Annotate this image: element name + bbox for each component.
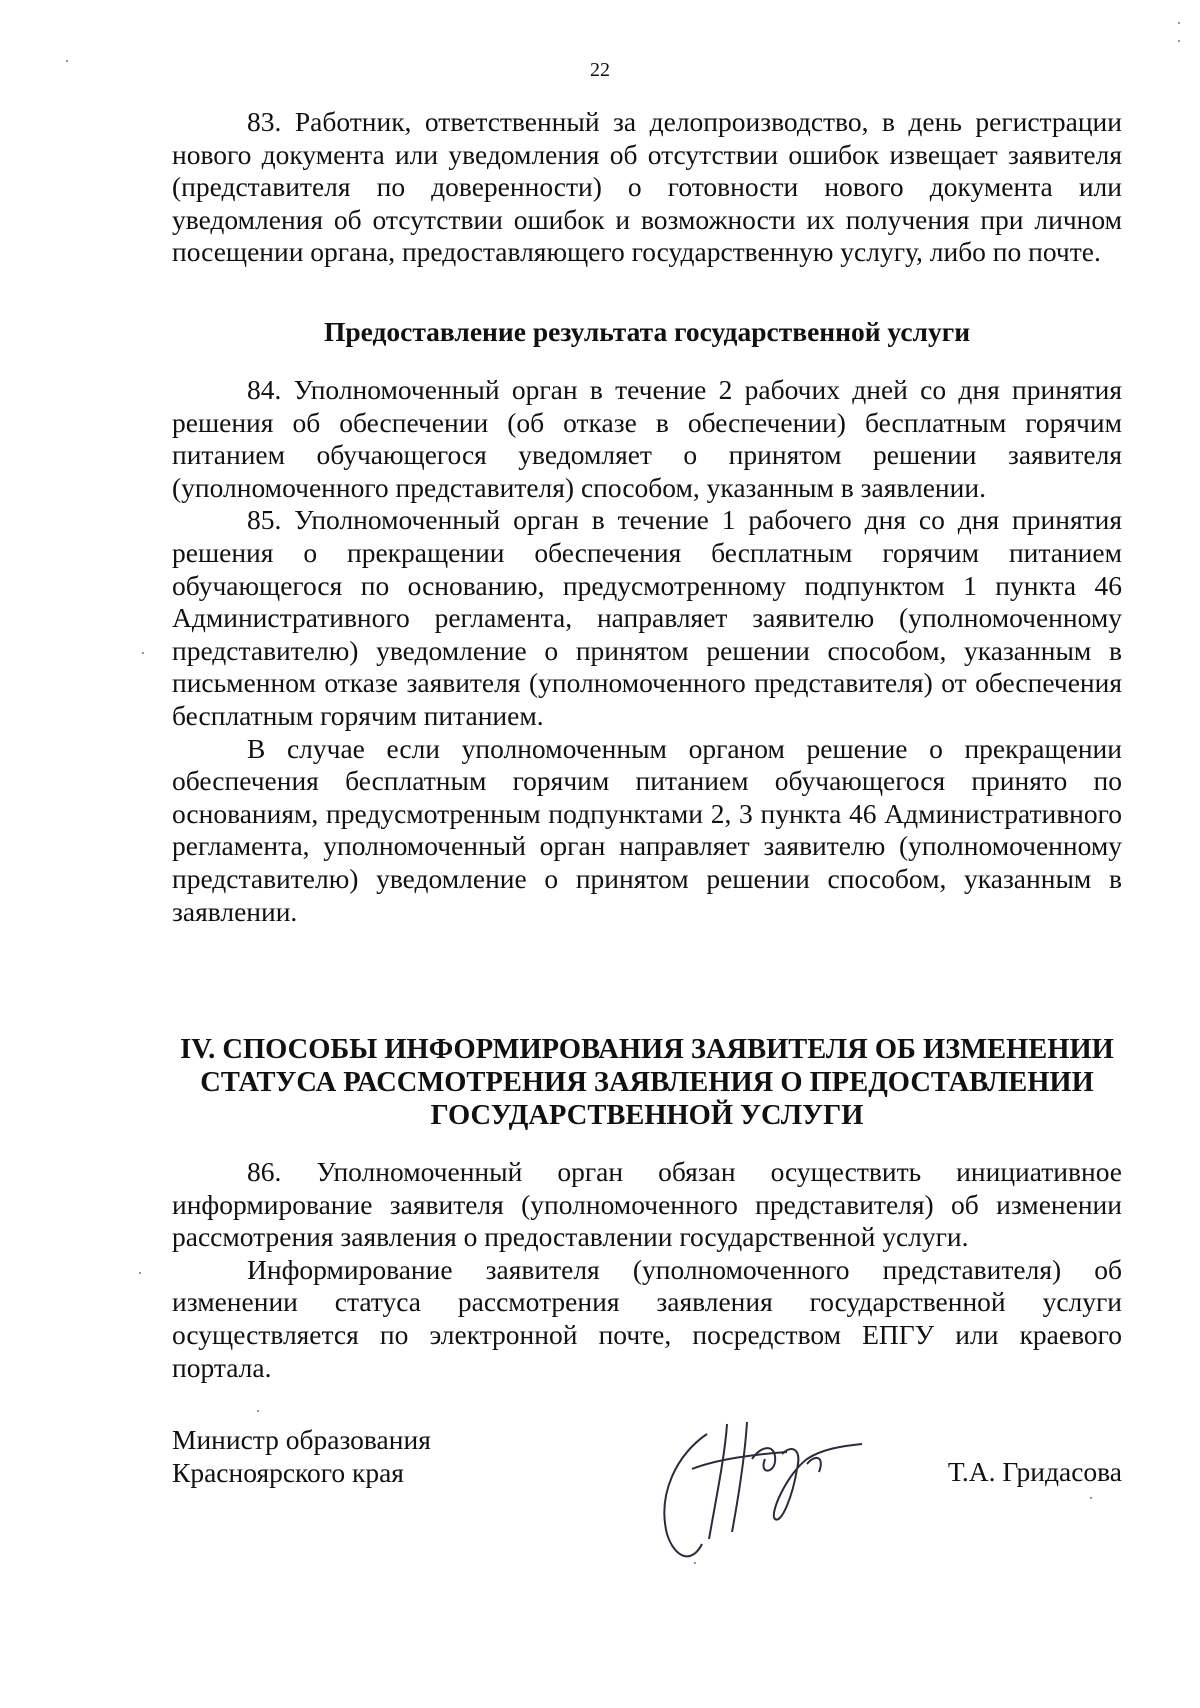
scan-artifact — [66, 60, 68, 62]
scan-artifact — [139, 1272, 141, 1274]
section-iv-title-line2: СТАТУСА РАССМОТРЕНИЯ ЗАЯВЛЕНИЯ О ПРЕДОСТАВЛЕНИИ — [200, 1067, 1094, 1098]
paragraph-86-info: Информирование заявителя (уполномоченного представителя) об изменении статуса рассмотрения заявления государственной услуги осуществляется по электронной почте, посредством ЕПГУ или краевого портала. — [172, 1253, 1122, 1383]
paragraph-86: 86. Уполномоченный орган обязан осуществить инициативное информирование заявителя (уполномоченного представителя) об изменении рассмотрения заявления о предоставлении государственной услуги. — [172, 1156, 1122, 1253]
paragraph-84: 84. Уполномоченный орган в течение 2 рабочих дней со дня принятия решения об обеспечении (об отказе в обеспечении) бесплатным горячим питанием обучающегося уведомляет о принятом решении заявителя (уполномоченного представителя) способом, указанным в заявлении. — [172, 374, 1122, 503]
scan-artifact — [694, 1562, 696, 1564]
scan-artifact — [142, 652, 144, 654]
scan-artifact — [1178, 22, 1180, 24]
signatory-position-line2: Красноярского края — [172, 1456, 404, 1488]
paragraph-85-case: В случае если уполномоченным органом решение о прекращении обеспечения бесплатным горячим питанием обучающегося принято по основаниям, предусмотренным подпунктами 2, 3 пункта 46 Административного регламента, уполномоченный орган направляет заявителю (уполномоченному представителю) уведомление о принятом решении способом, указанным в заявлении. — [172, 732, 1122, 927]
result-section — [172, 316, 1122, 349]
paragraph-83-block — [172, 106, 1122, 269]
section-iv-title-line3: ГОСУДАРСТВЕННОЙ УСЛУГИ — [430, 1100, 864, 1131]
signatory-position-line1: Министр образования — [172, 1424, 431, 1455]
page-number: 22 — [590, 59, 610, 81]
scan-artifact — [1090, 1497, 1092, 1499]
signatory-name: Т.А. Гридасова — [947, 1456, 1122, 1487]
scan-artifact — [257, 1410, 259, 1412]
paragraph-83: 83. Работник, ответственный за делопроизводство, в день регистрации нового документа или уведомления об отсутствии ошибок извещает заявителя (представителя по доверенности) о готовности нового документа или уведомления об отсутствии ошибок и возможности их получения при личном посещении органа, предоставляющего государственную услугу, либо по почте. — [172, 106, 1122, 268]
result-section-body — [172, 374, 1122, 928]
signature-block — [172, 1424, 1122, 1554]
section-iv-title-line1: IV. СПОСОБЫ ИНФОРМИРОВАНИЯ ЗАЯВИТЕЛЯ ОБ ИЗМЕНЕНИИ — [180, 1034, 1114, 1065]
scan-artifact — [1178, 40, 1180, 42]
handwritten-signature-icon — [647, 1414, 877, 1564]
section-iv-body — [172, 1156, 1122, 1384]
section-heading-result: Предоставление результата государственной услуги — [323, 316, 971, 347]
signatory-position — [172, 1424, 431, 1489]
section-iv-title — [172, 1033, 1122, 1132]
paragraph-85: 85. Уполномоченный орган в течение 1 рабочего дня со дня принятия решения о прекращении обеспечения бесплатным горячим питанием обучающегося по основанию, предусмотренному подпунктом 1 пункта 46 Административного регламента, направляет заявителю (уполномоченному представителю) уведомление о принятом решении способом, указанным в письменном отказе заявителя (уполномоченного представителя) от обеспечения бесплатным горячим питанием. — [172, 504, 1122, 731]
